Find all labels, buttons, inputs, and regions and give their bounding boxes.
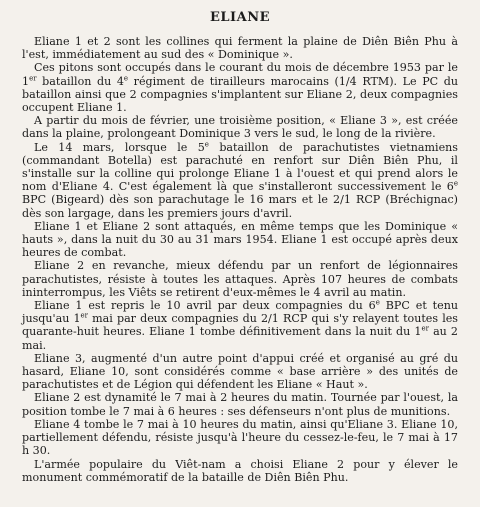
paragraph-10: Eliane 4 tombe le 7 mai à 10 heures du matin, ainsi qu'Eliane 3. Eliane 10, partiellement défendu, résiste jusqu'à l'heure du cessez-le-feu, le 7 mai à 17 h 30. (22, 417, 458, 458)
paragraph-9: Eliane 2 est dynamité le 7 mai à 2 heures du matin. Tournée par l'ouest, la position tombe le 7 mai à 6 heures : ses défenseurs n'ont plus de munitions. (22, 391, 458, 418)
paragraph-2: Ces pitons sont occupés dans le courant du mois de décembre 1953 par le 1er bataillon du 4e régiment de tirailleurs marocains (1/4 RTM). Le PC du bataillon ainsi que 2 compagnies s'implantent sur Eliane 2, deux compagnies occupent Eliane 1. (22, 61, 459, 115)
paragraph-1: Eliane 1 et 2 sont les collines qui ferment la plaine de Diên Biên Phu à l'est, immédiatement au sud des « Dominique ». (22, 35, 458, 62)
document-body (22, 35, 458, 484)
paragraph-5: Eliane 1 et Eliane 2 sont attaqués, en même temps que les Dominique « hauts », dans la nuit du 30 au 31 mars 1954. Eliane 1 est occupé après deux heures de combat. (22, 219, 458, 260)
paragraph-6: Eliane 2 en revanche, mieux défendu par un renfort de légionnaires parachutistes, résiste à toutes les attaques. Après 107 heures de combats ininterrompus, les Viêts se retirent d'eux-mêmes le 4 avril au matin. (22, 259, 458, 299)
paragraph-8: Eliane 3, augmenté d'un autre point d'appui créé et organisé au gré du hasard, Eliane 10, sont considérés comme « base arrière » des unités de parachutistes et de Légion qui défendent les Eliane « Haut ». (22, 351, 458, 392)
paragraph-4: Le 14 mars, lorsque le 5e bataillon de parachutistes vietnamiens (commandant Botella) est parachuté en renfort sur Diên Biên Phu, il s'installe sur la colline qui prolonge Eliane 1 à l'ouest et qui prend alors le nom d'Eliane 4. C'est également là que s'installeront successivement le 6e BPC (Bigeard) dès son parachutage le 16 mars et le 2/1 RCP (Bréchignac) dès son largage, dans les premiers jours d'avril. (22, 139, 458, 220)
paragraph-3: A partir du mois de février, une troisième position, « Eliane 3 », est créée dans la plaine, prolongeant Dominique 3 vers le sud, le long de la rivière. (22, 114, 458, 141)
paragraph-7: Eliane 1 est repris le 10 avril par deux compagnies du 6e BPC et tenu jusqu'au 1er mai par deux compagnies du 2/1 RCP qui s'y relayent toutes les quarante-huit heures. Eliane 1 tombe définitivement dans la nuit du 1er au 2 mai. (22, 298, 459, 352)
page-title: ELIANE (209, 10, 270, 25)
paragraph-11: L'armée populaire du Viêt-nam a choisi Eliane 2 pour y élever le monument commémoratif de la bataille de Diên Biên Phu. (22, 457, 458, 484)
